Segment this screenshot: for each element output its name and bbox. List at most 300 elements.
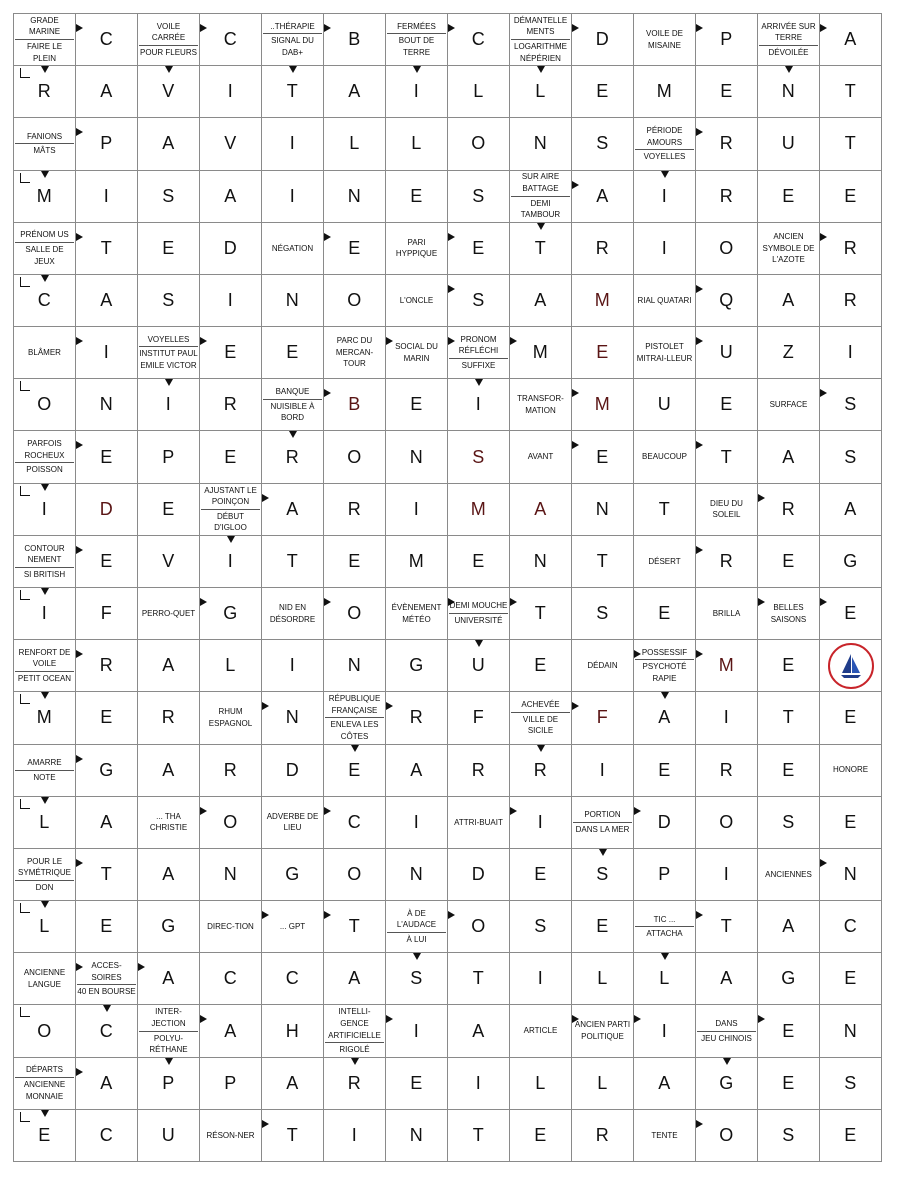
letter-cell[interactable] bbox=[14, 588, 76, 640]
letter-cell[interactable] bbox=[324, 588, 386, 640]
letter-cell[interactable] bbox=[200, 431, 262, 483]
grid-letter: C bbox=[37, 289, 52, 310]
letter-cell[interactable] bbox=[696, 171, 758, 223]
letter-cell[interactable] bbox=[510, 953, 572, 1005]
letter-cell[interactable] bbox=[448, 849, 510, 901]
letter-cell[interactable] bbox=[76, 66, 138, 118]
letter-cell[interactable] bbox=[448, 14, 510, 66]
letter-cell[interactable] bbox=[448, 223, 510, 275]
letter-cell[interactable] bbox=[262, 536, 324, 588]
letter-cell[interactable] bbox=[76, 1058, 138, 1110]
letter-cell[interactable] bbox=[386, 692, 448, 744]
letter-cell[interactable] bbox=[820, 327, 882, 379]
letter-cell[interactable] bbox=[138, 953, 200, 1005]
letter-cell[interactable] bbox=[262, 275, 324, 327]
clue-text: SUR AIRE BATTAGE bbox=[521, 172, 560, 194]
letter-cell[interactable] bbox=[820, 484, 882, 536]
letter-cell[interactable] bbox=[448, 692, 510, 744]
letter-cell[interactable] bbox=[634, 745, 696, 797]
letter-cell[interactable] bbox=[138, 745, 200, 797]
letter-cell[interactable] bbox=[262, 1110, 324, 1162]
letter-cell[interactable] bbox=[634, 849, 696, 901]
letter-cell[interactable] bbox=[572, 745, 634, 797]
letter-cell[interactable] bbox=[696, 849, 758, 901]
grid-letter: R bbox=[719, 185, 734, 206]
letter-cell[interactable] bbox=[820, 588, 882, 640]
letter-cell[interactable] bbox=[200, 223, 262, 275]
letter-cell[interactable] bbox=[820, 536, 882, 588]
letter-cell[interactable] bbox=[324, 797, 386, 849]
letter-cell[interactable] bbox=[324, 849, 386, 901]
letter-cell[interactable] bbox=[634, 1005, 696, 1057]
clue-divider bbox=[325, 717, 384, 718]
grid-letter: N bbox=[843, 1020, 858, 1041]
letter-cell[interactable] bbox=[138, 1058, 200, 1110]
letter-cell[interactable] bbox=[138, 118, 200, 170]
letter-cell[interactable] bbox=[572, 692, 634, 744]
corner-arrow-icon bbox=[20, 68, 30, 78]
grid-letter: I bbox=[661, 237, 668, 258]
letter-cell[interactable] bbox=[14, 275, 76, 327]
letter-cell[interactable] bbox=[200, 536, 262, 588]
letter-cell[interactable] bbox=[262, 171, 324, 223]
letter-cell[interactable] bbox=[696, 223, 758, 275]
letter-cell[interactable] bbox=[820, 692, 882, 744]
letter-cell[interactable] bbox=[510, 797, 572, 849]
grid-letter: C bbox=[347, 811, 362, 832]
letter-cell[interactable] bbox=[572, 1058, 634, 1110]
letter-cell[interactable] bbox=[324, 171, 386, 223]
letter-cell[interactable] bbox=[386, 171, 448, 223]
letter-cell[interactable] bbox=[448, 1005, 510, 1057]
letter-cell[interactable] bbox=[448, 275, 510, 327]
letter-cell[interactable] bbox=[76, 1005, 138, 1057]
clue-text: DON bbox=[35, 882, 54, 892]
letter-cell[interactable] bbox=[510, 536, 572, 588]
letter-cell[interactable] bbox=[76, 484, 138, 536]
letter-cell[interactable] bbox=[510, 1110, 572, 1162]
letter-cell[interactable] bbox=[572, 484, 634, 536]
letter-cell[interactable] bbox=[696, 640, 758, 692]
clue-cell bbox=[262, 797, 324, 849]
letter-cell[interactable] bbox=[324, 953, 386, 1005]
letter-cell[interactable] bbox=[634, 223, 696, 275]
letter-cell[interactable] bbox=[200, 588, 262, 640]
letter-cell[interactable] bbox=[14, 379, 76, 431]
letter-cell[interactable] bbox=[138, 379, 200, 431]
letter-cell[interactable] bbox=[572, 223, 634, 275]
grid-letter: R bbox=[781, 498, 796, 519]
letter-cell[interactable] bbox=[76, 118, 138, 170]
grid-letter: T bbox=[534, 603, 547, 624]
letter-cell[interactable] bbox=[448, 431, 510, 483]
letter-cell[interactable] bbox=[448, 1110, 510, 1162]
clue-text: DÉBUT D'IGLOO bbox=[214, 511, 247, 533]
letter-cell[interactable] bbox=[572, 1110, 634, 1162]
letter-cell[interactable] bbox=[758, 171, 820, 223]
clue-text: RIGOLÉ bbox=[339, 1045, 370, 1055]
letter-cell[interactable] bbox=[386, 640, 448, 692]
letter-cell[interactable] bbox=[76, 901, 138, 953]
letter-cell[interactable] bbox=[820, 849, 882, 901]
letter-cell[interactable] bbox=[200, 1005, 262, 1057]
letter-cell[interactable] bbox=[510, 745, 572, 797]
letter-cell[interactable] bbox=[820, 431, 882, 483]
letter-cell[interactable] bbox=[138, 171, 200, 223]
letter-cell[interactable] bbox=[262, 1058, 324, 1110]
letter-cell[interactable] bbox=[758, 484, 820, 536]
letter-cell[interactable] bbox=[324, 118, 386, 170]
letter-cell[interactable] bbox=[324, 536, 386, 588]
letter-cell[interactable] bbox=[634, 797, 696, 849]
letter-cell[interactable] bbox=[758, 1005, 820, 1057]
letter-cell[interactable] bbox=[76, 797, 138, 849]
letter-cell[interactable] bbox=[138, 66, 200, 118]
letter-cell[interactable] bbox=[634, 1058, 696, 1110]
letter-cell[interactable] bbox=[200, 66, 262, 118]
grid-letter: A bbox=[348, 968, 361, 989]
letter-cell[interactable] bbox=[448, 536, 510, 588]
clue-text: RIAL QUATARI bbox=[637, 295, 692, 305]
letter-cell[interactable] bbox=[262, 745, 324, 797]
letter-cell[interactable] bbox=[510, 588, 572, 640]
letter-cell[interactable] bbox=[696, 66, 758, 118]
grid-letter: O bbox=[347, 603, 362, 624]
letter-cell[interactable] bbox=[324, 901, 386, 953]
letter-cell[interactable] bbox=[386, 953, 448, 1005]
grid-letter: A bbox=[720, 968, 733, 989]
letter-cell[interactable] bbox=[200, 640, 262, 692]
letter-cell[interactable] bbox=[696, 953, 758, 1005]
letter-cell[interactable] bbox=[758, 797, 820, 849]
letter-cell[interactable] bbox=[634, 692, 696, 744]
grid-letter: L bbox=[411, 133, 422, 154]
letter-cell[interactable] bbox=[14, 1110, 76, 1162]
letter-cell[interactable] bbox=[572, 536, 634, 588]
letter-cell[interactable] bbox=[758, 953, 820, 1005]
letter-cell[interactable] bbox=[386, 849, 448, 901]
grid-letter: E bbox=[534, 863, 547, 884]
letter-cell[interactable] bbox=[696, 14, 758, 66]
letter-cell[interactable] bbox=[14, 171, 76, 223]
letter-cell[interactable] bbox=[510, 118, 572, 170]
grid-letter: E bbox=[782, 1072, 795, 1093]
letter-cell[interactable] bbox=[758, 1058, 820, 1110]
letter-cell[interactable] bbox=[758, 275, 820, 327]
grid-letter: D bbox=[223, 237, 238, 258]
letter-cell[interactable] bbox=[76, 327, 138, 379]
letter-cell[interactable] bbox=[572, 588, 634, 640]
letter-cell[interactable] bbox=[696, 692, 758, 744]
grid-letter: O bbox=[347, 446, 362, 467]
letter-cell[interactable] bbox=[76, 745, 138, 797]
letter-cell[interactable] bbox=[572, 953, 634, 1005]
letter-cell[interactable] bbox=[200, 849, 262, 901]
letter-cell[interactable] bbox=[634, 379, 696, 431]
letter-cell[interactable] bbox=[386, 118, 448, 170]
letter-cell[interactable] bbox=[510, 1058, 572, 1110]
clue-divider bbox=[511, 196, 570, 197]
letter-cell[interactable] bbox=[262, 849, 324, 901]
clue-text: GRADE MARINE bbox=[28, 15, 61, 37]
letter-cell[interactable] bbox=[76, 849, 138, 901]
letter-cell[interactable] bbox=[386, 431, 448, 483]
letter-cell[interactable] bbox=[76, 379, 138, 431]
clue-text: AJUSTANT LE POINÇON bbox=[204, 485, 257, 507]
letter-cell[interactable] bbox=[820, 14, 882, 66]
letter-cell[interactable] bbox=[200, 327, 262, 379]
grid-letter: L bbox=[473, 81, 484, 102]
letter-cell[interactable] bbox=[14, 797, 76, 849]
letter-cell[interactable] bbox=[634, 171, 696, 223]
clue-text: À DE L'AUDACE bbox=[396, 908, 437, 930]
letter-cell[interactable] bbox=[820, 223, 882, 275]
letter-cell[interactable] bbox=[262, 484, 324, 536]
letter-cell[interactable] bbox=[696, 275, 758, 327]
grid-letter: E bbox=[410, 185, 423, 206]
letter-cell[interactable] bbox=[820, 171, 882, 223]
letter-cell[interactable] bbox=[758, 118, 820, 170]
letter-cell[interactable] bbox=[200, 171, 262, 223]
letter-cell[interactable] bbox=[138, 431, 200, 483]
letter-cell[interactable] bbox=[76, 14, 138, 66]
grid-letter: L bbox=[39, 811, 50, 832]
grid-letter: R bbox=[533, 759, 548, 780]
letter-cell[interactable] bbox=[138, 223, 200, 275]
letter-cell[interactable] bbox=[820, 379, 882, 431]
grid-letter: E bbox=[348, 759, 361, 780]
grid-letter: S bbox=[162, 289, 175, 310]
letter-cell[interactable] bbox=[510, 66, 572, 118]
letter-cell[interactable] bbox=[696, 1110, 758, 1162]
clue-divider bbox=[263, 33, 322, 34]
letter-cell[interactable] bbox=[200, 379, 262, 431]
letter-cell[interactable] bbox=[758, 745, 820, 797]
letter-cell[interactable] bbox=[696, 797, 758, 849]
letter-cell[interactable] bbox=[76, 275, 138, 327]
letter-cell[interactable] bbox=[324, 745, 386, 797]
letter-cell[interactable] bbox=[386, 1110, 448, 1162]
letter-cell[interactable] bbox=[200, 953, 262, 1005]
letter-cell[interactable] bbox=[14, 901, 76, 953]
letter-cell[interactable] bbox=[138, 1110, 200, 1162]
letter-cell[interactable] bbox=[138, 640, 200, 692]
grid-letter: A bbox=[162, 968, 175, 989]
letter-cell[interactable] bbox=[510, 640, 572, 692]
letter-cell[interactable] bbox=[76, 588, 138, 640]
grid-letter: A bbox=[844, 29, 857, 50]
letter-cell[interactable] bbox=[572, 431, 634, 483]
letter-cell[interactable] bbox=[386, 797, 448, 849]
letter-cell[interactable] bbox=[138, 536, 200, 588]
letter-cell[interactable] bbox=[572, 66, 634, 118]
letter-cell[interactable] bbox=[820, 275, 882, 327]
letter-cell[interactable] bbox=[138, 275, 200, 327]
grid-letter: A bbox=[348, 81, 361, 102]
letter-cell[interactable] bbox=[448, 745, 510, 797]
grid-letter: A bbox=[658, 707, 671, 728]
letter-cell[interactable] bbox=[386, 536, 448, 588]
letter-cell[interactable] bbox=[572, 849, 634, 901]
letter-cell[interactable] bbox=[14, 692, 76, 744]
letter-cell[interactable] bbox=[572, 327, 634, 379]
letter-cell[interactable] bbox=[76, 223, 138, 275]
letter-cell[interactable] bbox=[510, 223, 572, 275]
letter-cell[interactable] bbox=[76, 536, 138, 588]
corner-arrow-icon bbox=[20, 694, 30, 704]
letter-cell[interactable] bbox=[448, 484, 510, 536]
letter-cell[interactable] bbox=[758, 901, 820, 953]
letter-cell[interactable] bbox=[262, 1005, 324, 1057]
letter-cell[interactable] bbox=[696, 1058, 758, 1110]
corner-arrow-icon bbox=[20, 1007, 30, 1017]
letter-cell[interactable] bbox=[262, 953, 324, 1005]
letter-cell[interactable] bbox=[386, 1058, 448, 1110]
letter-cell[interactable] bbox=[386, 66, 448, 118]
letter-cell[interactable] bbox=[634, 66, 696, 118]
letter-cell[interactable] bbox=[138, 901, 200, 953]
letter-cell[interactable] bbox=[386, 1005, 448, 1057]
clue-cell bbox=[14, 327, 76, 379]
letter-cell[interactable] bbox=[758, 536, 820, 588]
letter-cell[interactable] bbox=[200, 797, 262, 849]
letter-cell[interactable] bbox=[572, 901, 634, 953]
letter-cell[interactable] bbox=[448, 66, 510, 118]
letter-cell[interactable] bbox=[324, 66, 386, 118]
letter-cell[interactable] bbox=[262, 327, 324, 379]
grid-letter: I bbox=[41, 498, 48, 519]
clue-cell bbox=[14, 223, 76, 275]
letter-cell[interactable] bbox=[324, 431, 386, 483]
grid-letter: T bbox=[720, 916, 733, 937]
letter-cell[interactable] bbox=[634, 484, 696, 536]
grid-letter: D bbox=[657, 811, 672, 832]
letter-cell[interactable] bbox=[76, 692, 138, 744]
clue-divider bbox=[635, 659, 694, 660]
letter-cell[interactable] bbox=[820, 66, 882, 118]
letter-cell[interactable] bbox=[200, 745, 262, 797]
letter-cell[interactable] bbox=[758, 431, 820, 483]
letter-cell[interactable] bbox=[76, 1110, 138, 1162]
letter-cell[interactable] bbox=[634, 588, 696, 640]
letter-cell[interactable] bbox=[14, 1005, 76, 1057]
clue-text: ANCIENNES bbox=[765, 869, 812, 879]
letter-cell[interactable] bbox=[448, 171, 510, 223]
letter-cell[interactable] bbox=[758, 640, 820, 692]
letter-cell[interactable] bbox=[572, 275, 634, 327]
letter-cell[interactable] bbox=[634, 953, 696, 1005]
letter-cell[interactable] bbox=[200, 118, 262, 170]
letter-cell[interactable] bbox=[386, 484, 448, 536]
letter-cell[interactable] bbox=[448, 379, 510, 431]
letter-cell[interactable] bbox=[386, 379, 448, 431]
letter-cell[interactable] bbox=[696, 431, 758, 483]
letter-cell[interactable] bbox=[820, 1058, 882, 1110]
letter-cell[interactable] bbox=[324, 275, 386, 327]
clue-divider bbox=[263, 399, 322, 400]
letter-cell[interactable] bbox=[324, 640, 386, 692]
letter-cell[interactable] bbox=[696, 901, 758, 953]
clue-text: DÉVOILÉE bbox=[768, 47, 809, 57]
letter-cell[interactable] bbox=[200, 275, 262, 327]
letter-cell[interactable] bbox=[696, 327, 758, 379]
letter-cell[interactable] bbox=[696, 379, 758, 431]
letter-cell[interactable] bbox=[14, 66, 76, 118]
letter-cell[interactable] bbox=[138, 484, 200, 536]
letter-cell[interactable] bbox=[758, 1110, 820, 1162]
letter-cell[interactable] bbox=[76, 640, 138, 692]
letter-cell[interactable] bbox=[138, 692, 200, 744]
letter-cell[interactable] bbox=[820, 901, 882, 953]
letter-cell[interactable] bbox=[324, 379, 386, 431]
letter-cell[interactable] bbox=[138, 849, 200, 901]
letter-cell[interactable] bbox=[696, 536, 758, 588]
letter-cell[interactable] bbox=[510, 275, 572, 327]
letter-cell[interactable] bbox=[448, 953, 510, 1005]
letter-cell[interactable] bbox=[262, 118, 324, 170]
letter-cell[interactable] bbox=[572, 171, 634, 223]
letter-cell[interactable] bbox=[14, 484, 76, 536]
clue-cell bbox=[386, 275, 448, 327]
letter-cell[interactable] bbox=[510, 849, 572, 901]
letter-cell[interactable] bbox=[324, 1058, 386, 1110]
letter-cell[interactable] bbox=[262, 692, 324, 744]
letter-cell[interactable] bbox=[386, 745, 448, 797]
letter-cell[interactable] bbox=[820, 118, 882, 170]
letter-cell[interactable] bbox=[510, 901, 572, 953]
letter-cell[interactable] bbox=[448, 118, 510, 170]
letter-cell[interactable] bbox=[758, 66, 820, 118]
letter-cell[interactable] bbox=[324, 484, 386, 536]
letter-cell[interactable] bbox=[820, 953, 882, 1005]
letter-cell[interactable] bbox=[820, 1005, 882, 1057]
letter-cell[interactable] bbox=[448, 1058, 510, 1110]
letter-cell[interactable] bbox=[324, 1110, 386, 1162]
letter-cell[interactable] bbox=[324, 223, 386, 275]
letter-cell[interactable] bbox=[200, 14, 262, 66]
letter-cell[interactable] bbox=[262, 640, 324, 692]
letter-cell[interactable] bbox=[820, 797, 882, 849]
grid-letter: G bbox=[409, 655, 424, 676]
clue-divider bbox=[15, 1077, 74, 1078]
letter-cell[interactable] bbox=[448, 901, 510, 953]
letter-cell[interactable] bbox=[324, 14, 386, 66]
letter-cell[interactable] bbox=[200, 1058, 262, 1110]
letter-cell[interactable] bbox=[696, 745, 758, 797]
letter-cell[interactable] bbox=[758, 692, 820, 744]
clue-text: POUR FLEURS bbox=[140, 47, 197, 57]
letter-cell[interactable] bbox=[76, 431, 138, 483]
letter-cell[interactable] bbox=[76, 171, 138, 223]
letter-cell[interactable] bbox=[758, 327, 820, 379]
letter-cell[interactable] bbox=[572, 14, 634, 66]
grid-letter: R bbox=[161, 707, 176, 728]
clue-text: NUISIBLE À BORD bbox=[270, 401, 315, 423]
grid-letter: C bbox=[99, 1124, 114, 1145]
letter-cell[interactable] bbox=[262, 431, 324, 483]
letter-cell[interactable] bbox=[696, 118, 758, 170]
letter-cell[interactable] bbox=[262, 66, 324, 118]
letter-cell[interactable] bbox=[448, 640, 510, 692]
clue-cell bbox=[448, 797, 510, 849]
letter-cell[interactable] bbox=[572, 379, 634, 431]
grid-letter: I bbox=[41, 603, 48, 624]
letter-cell[interactable] bbox=[572, 118, 634, 170]
letter-cell[interactable] bbox=[510, 484, 572, 536]
letter-cell[interactable] bbox=[820, 1110, 882, 1162]
letter-cell[interactable] bbox=[510, 327, 572, 379]
grid-letter: M bbox=[532, 342, 549, 363]
